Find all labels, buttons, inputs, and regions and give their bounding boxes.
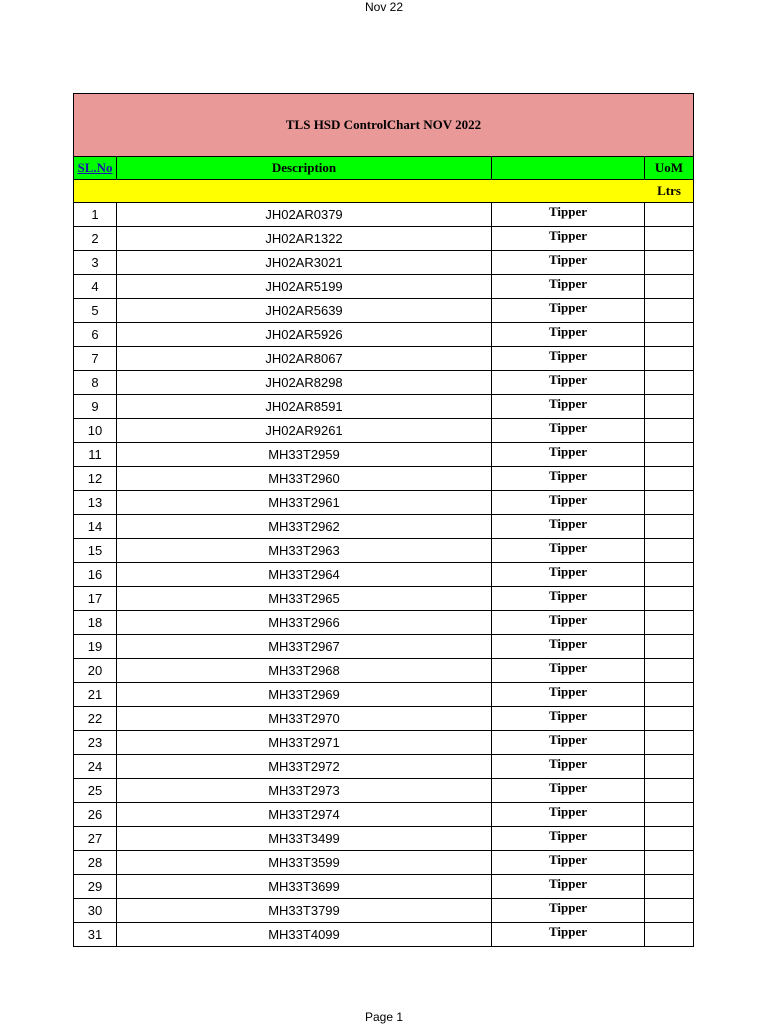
row-vehicle-type[interactable]: Tipper	[492, 515, 645, 539]
row-vehicle-type[interactable]: Tipper	[492, 635, 645, 659]
row-description[interactable]: MH33T2968	[117, 659, 492, 683]
row-vehicle-type[interactable]: Tipper	[492, 923, 645, 947]
table-row	[74, 203, 694, 227]
table-row	[74, 731, 694, 755]
table-row	[74, 467, 694, 491]
table-row	[74, 419, 694, 443]
row-vehicle-type[interactable]: Tipper	[492, 491, 645, 515]
row-description[interactable]: MH33T2962	[117, 515, 492, 539]
row-uom-value[interactable]	[645, 851, 694, 875]
row-description[interactable]: JH02AR8067	[117, 347, 492, 371]
row-description[interactable]: MH33T2965	[117, 587, 492, 611]
row-uom-value[interactable]	[645, 395, 694, 419]
row-sl-no[interactable]: 6	[74, 323, 117, 347]
row-sl-no[interactable]: 11	[74, 443, 117, 467]
row-sl-no[interactable]: 21	[74, 683, 117, 707]
row-uom-value[interactable]	[645, 779, 694, 803]
row-uom-value[interactable]	[645, 251, 694, 275]
table-row	[74, 779, 694, 803]
row-description[interactable]: MH33T2971	[117, 731, 492, 755]
table-row	[74, 587, 694, 611]
row-uom-value[interactable]	[645, 587, 694, 611]
row-vehicle-type[interactable]: Tipper	[492, 419, 645, 443]
row-vehicle-type[interactable]: Tipper	[492, 851, 645, 875]
table-row	[74, 395, 694, 419]
row-sl-no[interactable]: 27	[74, 827, 117, 851]
row-vehicle-type[interactable]: Tipper	[492, 467, 645, 491]
row-description[interactable]: MH33T3599	[117, 851, 492, 875]
row-sl-no[interactable]: 26	[74, 803, 117, 827]
sheet-title: TLS HSD ControlChart NOV 2022	[74, 94, 694, 157]
row-description[interactable]: MH33T4099	[117, 923, 492, 947]
row-description[interactable]: MH33T2969	[117, 683, 492, 707]
row-uom-value[interactable]	[645, 731, 694, 755]
row-sl-no[interactable]: 4	[74, 275, 117, 299]
row-description[interactable]: JH02AR8591	[117, 395, 492, 419]
table-row	[74, 923, 694, 947]
row-sl-no[interactable]: 24	[74, 755, 117, 779]
row-uom-value[interactable]	[645, 299, 694, 323]
column-header-description: Description	[117, 157, 492, 180]
row-vehicle-type[interactable]: Tipper	[492, 899, 645, 923]
row-description[interactable]: MH33T2973	[117, 779, 492, 803]
row-description[interactable]: MH33T2967	[117, 635, 492, 659]
row-sl-no[interactable]: 7	[74, 347, 117, 371]
row-uom-value[interactable]	[645, 467, 694, 491]
row-sl-no[interactable]: 23	[74, 731, 117, 755]
row-description[interactable]: JH02AR9261	[117, 419, 492, 443]
unit-label: Ltrs	[645, 180, 694, 203]
title-row	[74, 94, 694, 157]
table-row	[74, 755, 694, 779]
row-uom-value[interactable]	[645, 683, 694, 707]
row-description[interactable]: MH33T2972	[117, 755, 492, 779]
row-uom-value[interactable]	[645, 827, 694, 851]
row-sl-no[interactable]: 30	[74, 899, 117, 923]
table-row	[74, 851, 694, 875]
row-vehicle-type[interactable]: Tipper	[492, 611, 645, 635]
row-vehicle-type[interactable]: Tipper	[492, 755, 645, 779]
row-sl-no[interactable]: 25	[74, 779, 117, 803]
row-uom-value[interactable]	[645, 347, 694, 371]
row-uom-value[interactable]	[645, 203, 694, 227]
table-row	[74, 491, 694, 515]
column-header-uom: UoM	[645, 157, 694, 180]
row-vehicle-type[interactable]: Tipper	[492, 227, 645, 251]
row-sl-no[interactable]: 13	[74, 491, 117, 515]
unit-row	[74, 180, 694, 203]
row-uom-value[interactable]	[645, 803, 694, 827]
row-uom-value[interactable]	[645, 539, 694, 563]
row-vehicle-type[interactable]: Tipper	[492, 827, 645, 851]
row-sl-no[interactable]: 9	[74, 395, 117, 419]
row-description[interactable]: JH02AR5926	[117, 323, 492, 347]
table-row	[74, 683, 694, 707]
row-sl-no[interactable]: 12	[74, 467, 117, 491]
row-sl-no[interactable]: 2	[74, 227, 117, 251]
row-description[interactable]: MH33T3699	[117, 875, 492, 899]
row-vehicle-type[interactable]: Tipper	[492, 395, 645, 419]
table-row	[74, 275, 694, 299]
row-vehicle-type[interactable]: Tipper	[492, 443, 645, 467]
row-vehicle-type[interactable]: Tipper	[492, 539, 645, 563]
table-row	[74, 515, 694, 539]
table-row	[74, 803, 694, 827]
row-sl-no[interactable]: 22	[74, 707, 117, 731]
row-uom-value[interactable]	[645, 491, 694, 515]
row-uom-value[interactable]	[645, 659, 694, 683]
page-footer: Page 1	[364, 1010, 404, 1024]
row-description[interactable]: JH02AR1322	[117, 227, 492, 251]
table-row	[74, 563, 694, 587]
row-vehicle-type[interactable]: Tipper	[492, 659, 645, 683]
row-sl-no[interactable]: 20	[74, 659, 117, 683]
row-sl-no[interactable]: 19	[74, 635, 117, 659]
row-description[interactable]: MH33T2964	[117, 563, 492, 587]
row-vehicle-type[interactable]: Tipper	[492, 731, 645, 755]
row-uom-value[interactable]	[645, 275, 694, 299]
row-uom-value[interactable]	[645, 515, 694, 539]
column-header-row	[74, 157, 694, 180]
row-vehicle-type[interactable]: Tipper	[492, 683, 645, 707]
row-sl-no[interactable]: 28	[74, 851, 117, 875]
row-sl-no[interactable]: 14	[74, 515, 117, 539]
table-row	[74, 635, 694, 659]
table-row	[74, 827, 694, 851]
table-row	[74, 659, 694, 683]
table-row	[74, 299, 694, 323]
table-row	[74, 251, 694, 275]
row-vehicle-type[interactable]: Tipper	[492, 251, 645, 275]
table-row	[74, 371, 694, 395]
row-vehicle-type[interactable]: Tipper	[492, 299, 645, 323]
row-vehicle-type[interactable]: Tipper	[492, 323, 645, 347]
row-sl-no[interactable]: 17	[74, 587, 117, 611]
row-uom-value[interactable]	[645, 707, 694, 731]
row-sl-no[interactable]: 10	[74, 419, 117, 443]
row-uom-value[interactable]	[645, 635, 694, 659]
row-vehicle-type[interactable]: Tipper	[492, 779, 645, 803]
page-header: Nov 22	[364, 0, 404, 14]
row-uom-value[interactable]	[645, 419, 694, 443]
row-vehicle-type[interactable]: Tipper	[492, 875, 645, 899]
row-vehicle-type[interactable]: Tipper	[492, 587, 645, 611]
table-row	[74, 707, 694, 731]
table-row	[74, 611, 694, 635]
row-sl-no[interactable]: 15	[74, 539, 117, 563]
row-sl-no[interactable]: 3	[74, 251, 117, 275]
table-row	[74, 899, 694, 923]
row-uom-value[interactable]	[645, 611, 694, 635]
row-sl-no[interactable]: 8	[74, 371, 117, 395]
row-vehicle-type[interactable]: Tipper	[492, 707, 645, 731]
row-uom-value[interactable]	[645, 443, 694, 467]
row-description[interactable]: JH02AR8298	[117, 371, 492, 395]
row-description[interactable]: MH33T3799	[117, 899, 492, 923]
row-vehicle-type[interactable]: Tipper	[492, 347, 645, 371]
row-description[interactable]: JH02AR5199	[117, 275, 492, 299]
row-uom-value[interactable]	[645, 899, 694, 923]
row-uom-value[interactable]	[645, 755, 694, 779]
row-sl-no[interactable]: 1	[74, 203, 117, 227]
row-sl-no[interactable]: 16	[74, 563, 117, 587]
row-description[interactable]: JH02AR0379	[117, 203, 492, 227]
row-sl-no[interactable]: 29	[74, 875, 117, 899]
row-description[interactable]: MH33T2974	[117, 803, 492, 827]
row-vehicle-type[interactable]: Tipper	[492, 371, 645, 395]
row-vehicle-type[interactable]: Tipper	[492, 563, 645, 587]
row-uom-value[interactable]	[645, 371, 694, 395]
row-uom-value[interactable]	[645, 923, 694, 947]
row-description[interactable]: MH33T2960	[117, 467, 492, 491]
row-description[interactable]: MH33T2970	[117, 707, 492, 731]
row-sl-no[interactable]: 31	[74, 923, 117, 947]
row-description[interactable]: MH33T2961	[117, 491, 492, 515]
row-sl-no[interactable]: 18	[74, 611, 117, 635]
row-description[interactable]: MH33T2963	[117, 539, 492, 563]
table-row	[74, 875, 694, 899]
row-vehicle-type[interactable]: Tipper	[492, 275, 645, 299]
row-description[interactable]: JH02AR5639	[117, 299, 492, 323]
row-uom-value[interactable]	[645, 323, 694, 347]
unit-row-blank	[74, 180, 645, 203]
column-header-sl-no[interactable]: SL.No	[74, 157, 117, 180]
row-uom-value[interactable]	[645, 875, 694, 899]
table-row	[74, 227, 694, 251]
row-uom-value[interactable]	[645, 563, 694, 587]
row-description[interactable]: JH02AR3021	[117, 251, 492, 275]
row-sl-no[interactable]: 5	[74, 299, 117, 323]
row-description[interactable]: MH33T2959	[117, 443, 492, 467]
control-chart-table	[73, 93, 694, 947]
table-row	[74, 443, 694, 467]
row-description[interactable]: MH33T2966	[117, 611, 492, 635]
table-row	[74, 323, 694, 347]
table-row	[74, 347, 694, 371]
row-description[interactable]: MH33T3499	[117, 827, 492, 851]
row-vehicle-type[interactable]: Tipper	[492, 203, 645, 227]
row-vehicle-type[interactable]: Tipper	[492, 803, 645, 827]
table-row	[74, 539, 694, 563]
row-uom-value[interactable]	[645, 227, 694, 251]
column-header-blank	[492, 157, 645, 180]
